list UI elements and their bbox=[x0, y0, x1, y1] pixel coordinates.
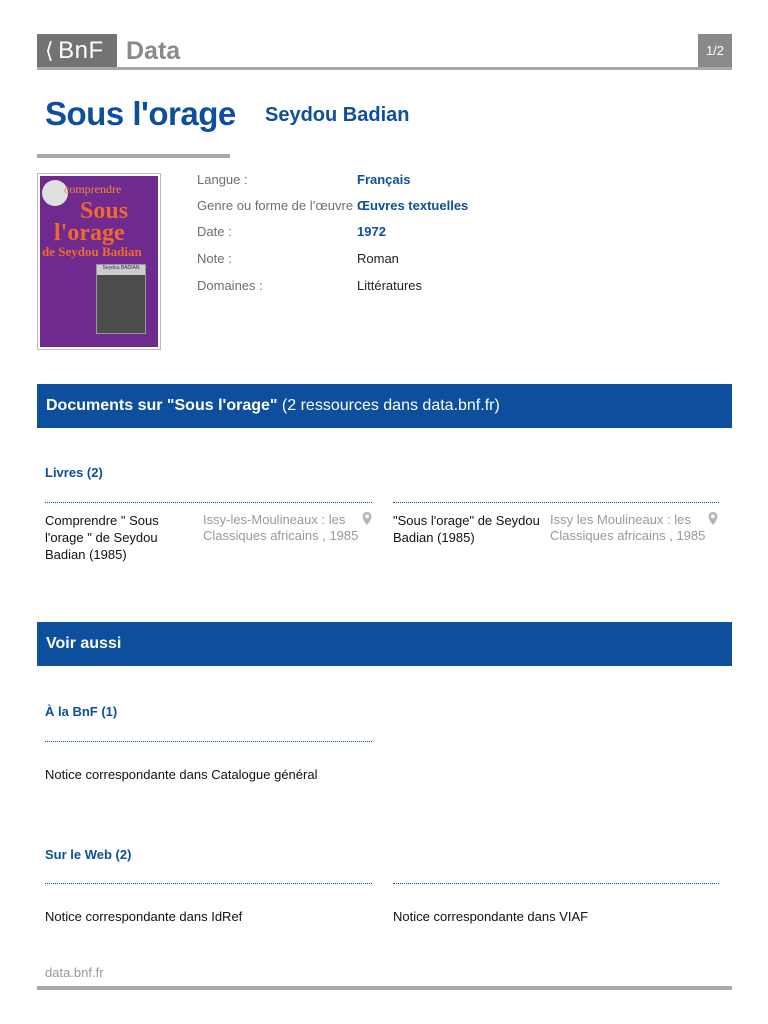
meta-label: Langue : bbox=[197, 172, 248, 187]
book-divider bbox=[393, 502, 719, 503]
cover-top-text: comprendre bbox=[64, 182, 122, 196]
meta-label: Domaines : bbox=[197, 278, 263, 293]
link-divider bbox=[45, 741, 372, 742]
idref-link[interactable]: Notice correspondante dans IdRef bbox=[45, 909, 243, 924]
cover-title-line2: l'orage bbox=[54, 220, 125, 246]
see-also-section-header: Voir aussi bbox=[37, 622, 732, 666]
author-link[interactable]: Seydou Badian bbox=[265, 104, 410, 126]
top-bar bbox=[37, 34, 732, 71]
book-title-link[interactable]: Comprendre " Sous l'orage " de Seydou Badian (1985) bbox=[45, 513, 159, 562]
map-pin-icon bbox=[362, 512, 372, 525]
documents-heading-rest: (2 ressources dans data.bnf.fr) bbox=[277, 397, 500, 414]
meta-value-genre[interactable]: Œuvres textuelles bbox=[357, 198, 469, 213]
book-publisher: Issy les Moulineaux : les Classiques africains , 1985 bbox=[550, 512, 706, 543]
map-pin-icon bbox=[708, 512, 718, 525]
web-subheading: Sur le Web (2) bbox=[45, 847, 132, 862]
cover-author-line: de Seydou Badian bbox=[42, 244, 142, 259]
bracket-icon: ⟨ bbox=[45, 38, 55, 63]
page-indicator: 1/2 bbox=[698, 34, 732, 68]
cover-inner-book bbox=[96, 264, 146, 334]
cover-title-line1: Sous bbox=[80, 198, 129, 224]
meta-value-domaines: Littératures bbox=[357, 278, 423, 293]
documents-section-header bbox=[37, 384, 732, 428]
bnf-subheading: À la BnF (1) bbox=[45, 704, 118, 719]
header-divider bbox=[37, 67, 732, 70]
books-subheading: Livres (2) bbox=[45, 465, 103, 480]
title-divider bbox=[37, 154, 230, 158]
meta-value-note: Roman bbox=[357, 251, 399, 266]
footer-divider bbox=[37, 986, 732, 990]
viaf-link[interactable]: Notice correspondante dans VIAF bbox=[393, 909, 589, 924]
page-title: Sous l'orage bbox=[45, 95, 236, 132]
logo-text: BnF bbox=[58, 37, 104, 64]
footer-site[interactable]: data.bnf.fr bbox=[45, 965, 104, 980]
meta-label: Note : bbox=[197, 251, 232, 266]
bnf-logo[interactable] bbox=[37, 34, 117, 68]
meta-label: Genre ou forme de l’œuvre : bbox=[197, 198, 361, 213]
book-divider bbox=[45, 502, 372, 503]
documents-heading-bold: Documents sur "Sous l'orage" bbox=[46, 397, 278, 414]
meta-value-langue[interactable]: Français bbox=[357, 172, 411, 187]
catalogue-link[interactable]: Notice correspondante dans Catalogue général bbox=[45, 767, 318, 782]
meta-label: Date : bbox=[197, 224, 232, 239]
book-title-link[interactable]: "Sous l'orage" de Seydou Badian (1985) bbox=[393, 513, 540, 545]
book-cover-image bbox=[37, 173, 161, 350]
cover-inner-book-header: Seydou BADIAN bbox=[97, 265, 145, 275]
app-name: Data bbox=[126, 37, 181, 65]
meta-value-date[interactable]: 1972 bbox=[357, 224, 386, 239]
book-publisher: Issy-les-Moulineaux : les Classiques africains , 1985 bbox=[203, 512, 359, 543]
link-divider bbox=[45, 883, 372, 884]
link-divider bbox=[393, 883, 719, 884]
